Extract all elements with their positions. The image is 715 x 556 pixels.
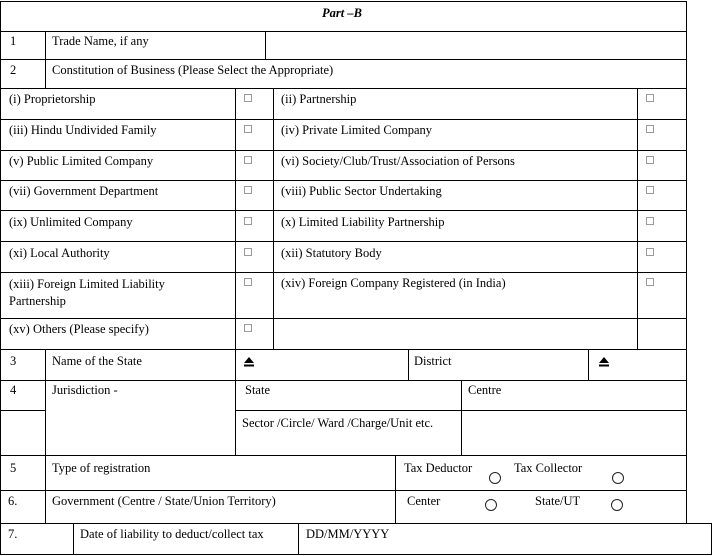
option-public-limited: (v) Public Limited Company	[9, 154, 154, 168]
row-number: 4	[10, 383, 17, 397]
trade-name-label: Trade Name, if any	[52, 34, 149, 48]
checkbox-partnership[interactable]	[646, 94, 654, 102]
sector-circle-label: Sector /Circle/ Ward /Charge/Unit etc.	[242, 416, 434, 430]
jurisdiction-centre-label: Centre	[468, 383, 502, 397]
checkbox-llp[interactable]	[646, 217, 654, 225]
option-proprietorship: (i) Proprietorship	[9, 92, 96, 106]
checkbox-society-club[interactable]	[646, 156, 654, 164]
state-name-label: Name of the State	[52, 354, 142, 368]
checkbox-huf[interactable]	[244, 125, 252, 133]
jurisdiction-state-label: State	[245, 383, 270, 397]
row-number: 2	[10, 63, 17, 77]
checkbox-proprietorship[interactable]	[244, 94, 252, 102]
option-foreign-llp: (xiii) Foreign Limited Liability Partnership	[9, 277, 165, 308]
constitution-label: Constitution of Business (Please Select the Appropriate)	[52, 63, 334, 77]
option-foreign-company: (xiv) Foreign Company Registered (in India)	[281, 276, 506, 290]
tax-collector-radio[interactable]	[612, 472, 624, 484]
liability-date-label: Date of liability to deduct/collect tax	[80, 527, 264, 541]
jurisdiction-label: Jurisdiction -	[52, 383, 118, 397]
tax-deductor-radio[interactable]	[489, 472, 501, 484]
tax-deductor-label: Tax Deductor	[404, 461, 473, 475]
option-govt-department: (vii) Government Department	[9, 184, 159, 198]
row-number: 3	[10, 354, 17, 368]
eject-icon[interactable]	[598, 356, 610, 368]
option-others: (xv) Others (Please specify)	[9, 322, 149, 336]
part-title: Part –B	[322, 6, 362, 20]
center-radio[interactable]	[485, 499, 497, 511]
checkbox-statutory-body[interactable]	[646, 248, 654, 256]
liability-date-input[interactable]: DD/MM/YYYY	[306, 527, 390, 541]
district-label: District	[414, 354, 452, 368]
checkbox-public-limited[interactable]	[244, 156, 252, 164]
eject-icon[interactable]	[243, 356, 255, 368]
option-huf: (iii) Hindu Undivided Family	[9, 123, 157, 137]
tax-collector-label: Tax Collector	[514, 461, 583, 475]
checkbox-others[interactable]	[244, 324, 252, 332]
checkbox-govt-department[interactable]	[244, 186, 252, 194]
trade-name-field[interactable]	[267, 33, 685, 58]
others-specify-field[interactable]	[275, 320, 636, 348]
government-label: Government (Centre / State/Union Territory)	[52, 494, 276, 508]
option-society-club: (vi) Society/Club/Trust/Association of Persons	[281, 154, 515, 168]
checkbox-psu[interactable]	[646, 186, 654, 194]
row-number: 6.	[8, 494, 18, 508]
option-psu: (viii) Public Sector Undertaking	[281, 184, 442, 198]
checkbox-local-authority[interactable]	[244, 248, 252, 256]
option-local-authority: (xi) Local Authority	[9, 246, 110, 260]
center-label: Center	[407, 494, 441, 508]
option-unlimited-company: (ix) Unlimited Company	[9, 215, 133, 229]
checkbox-private-limited[interactable]	[646, 125, 654, 133]
state-ut-label: State/UT	[535, 494, 581, 508]
state-ut-radio[interactable]	[611, 499, 623, 511]
row-number: 5	[10, 461, 17, 475]
option-statutory-body: (xii) Statutory Body	[281, 246, 382, 260]
option-private-limited: (iv) Private Limited Company	[281, 123, 433, 137]
registration-type-label: Type of registration	[52, 461, 151, 475]
row-number: 7.	[8, 527, 18, 541]
checkbox-foreign-llp[interactable]	[244, 278, 252, 286]
option-llp: (x) Limited Liability Partnership	[281, 215, 445, 229]
option-partnership: (ii) Partnership	[281, 92, 357, 106]
checkbox-unlimited-company[interactable]	[244, 217, 252, 225]
checkbox-foreign-company[interactable]	[646, 278, 654, 286]
row-number: 1	[10, 34, 17, 48]
